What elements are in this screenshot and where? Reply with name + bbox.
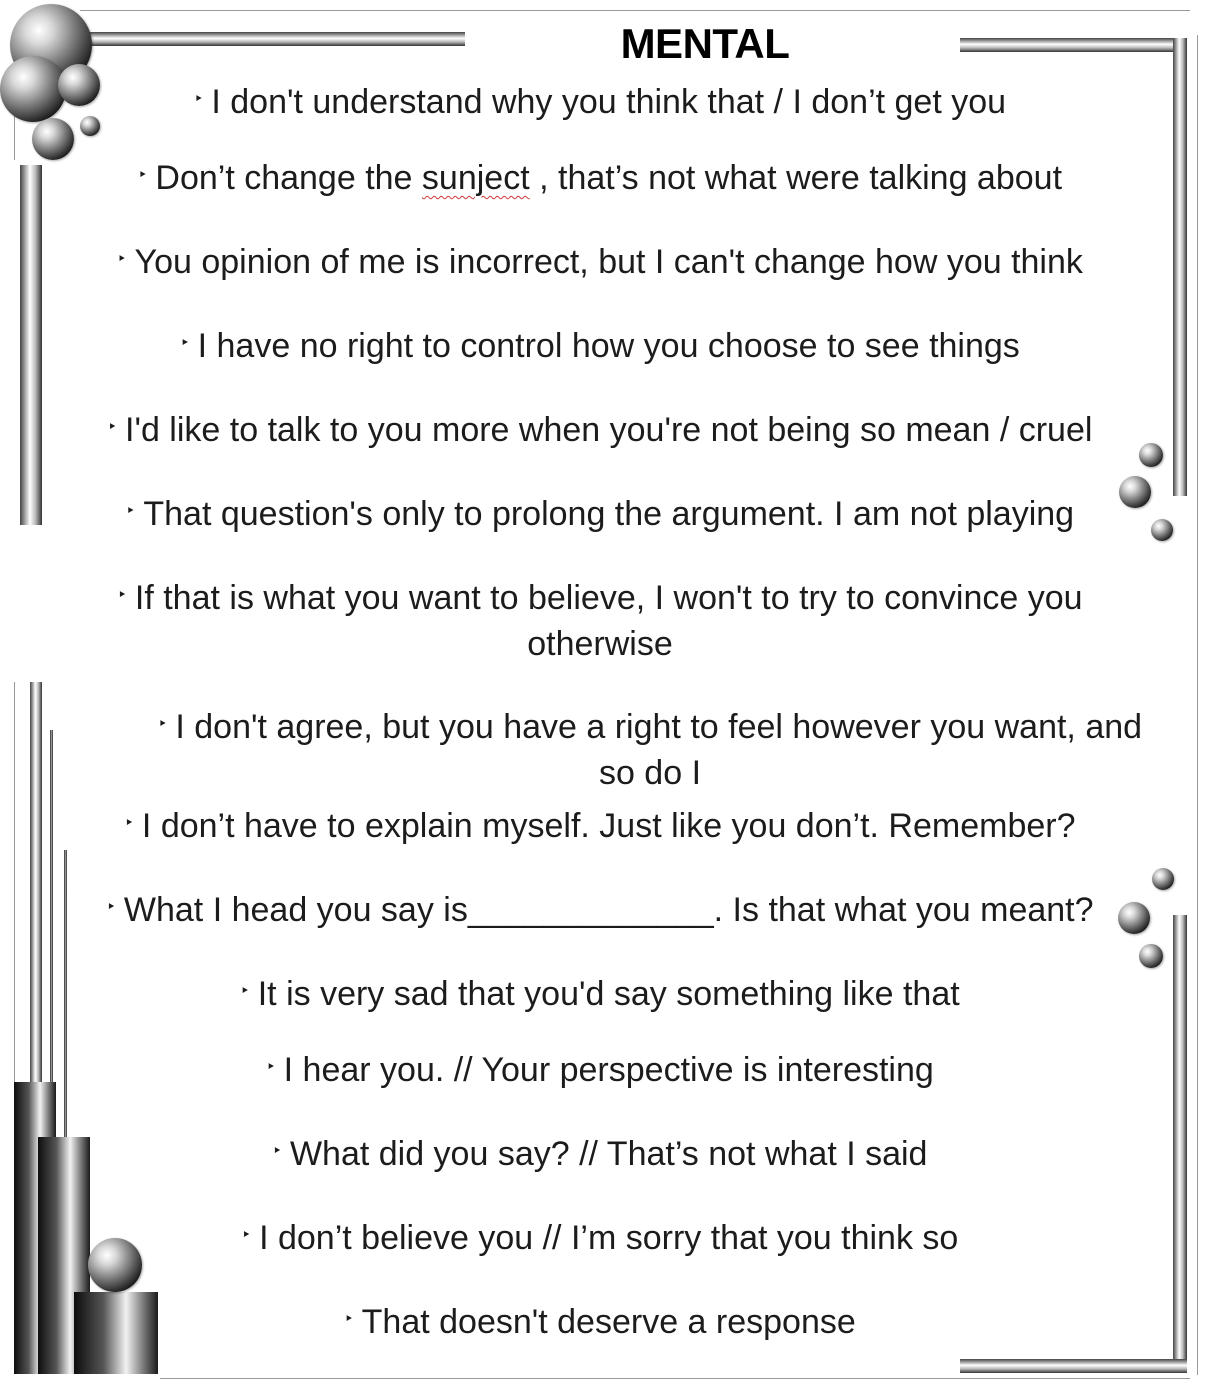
statement-text: I don't understand why you think that / I don’t get you bbox=[211, 83, 1007, 121]
bottom-right-bar bbox=[960, 1359, 1187, 1373]
bullet-icon: ‣ bbox=[193, 91, 204, 109]
bullet-icon: ‣ bbox=[117, 587, 127, 605]
chrome-ball-icon bbox=[1151, 519, 1173, 541]
bullet-icon: ‣ bbox=[125, 503, 136, 521]
right-rule bbox=[1197, 35, 1198, 1375]
left-lower-bar-1 bbox=[30, 682, 42, 1102]
misspelled-word: sunject bbox=[421, 159, 530, 197]
statement-9 bbox=[60, 804, 1140, 850]
page-title: MENTAL bbox=[620, 20, 790, 67]
statement-2 bbox=[60, 156, 1140, 202]
statement-text: I don’t have to explain myself. Just like you don’t. Remember? bbox=[141, 807, 1076, 845]
bullet-icon: ‣ bbox=[137, 167, 148, 185]
statement-text: That question's only to prolong the argument. I am not playing bbox=[143, 495, 1075, 533]
statement-8 bbox=[150, 705, 1150, 795]
statement-12 bbox=[60, 1048, 1140, 1094]
bullet-icon: ‣ bbox=[117, 251, 127, 269]
chrome-ball-icon bbox=[0, 56, 66, 122]
statement-text: It is very sad that you'd say something like that bbox=[257, 975, 960, 1013]
statement-14 bbox=[60, 1216, 1140, 1262]
statement-text: I'd like to talk to you more when you're not being so mean / cruel bbox=[125, 411, 1093, 449]
statement-text: What did you say? // That’s not what I said bbox=[289, 1135, 928, 1173]
statement-text: That doesn't deserve a response bbox=[361, 1303, 856, 1341]
left-lower-line-1 bbox=[50, 730, 53, 1110]
bullet-icon: ‣ bbox=[106, 899, 116, 917]
statement-text: If that is what you want to believe, I won't to try to convince you otherwise bbox=[134, 579, 1083, 664]
statement-text-tail: , that’s not what were talking about bbox=[529, 159, 1063, 197]
chrome-ball-icon bbox=[1152, 868, 1174, 890]
bullet-icon: ‣ bbox=[124, 815, 134, 833]
top-left-bar bbox=[70, 32, 465, 46]
statement-7 bbox=[80, 576, 1120, 666]
bullet-icon: ‣ bbox=[272, 1143, 282, 1161]
statement-text: I hear you. // Your perspective is interesting bbox=[283, 1051, 934, 1089]
left-upper-bar bbox=[20, 165, 42, 525]
statement-15 bbox=[60, 1300, 1140, 1346]
statement-text: I have no right to control how you choose to see things bbox=[197, 327, 1020, 365]
chrome-ball-icon bbox=[1139, 944, 1163, 968]
top-right-bar bbox=[960, 38, 1185, 52]
statement-10 bbox=[60, 888, 1140, 934]
statement-text: I don't agree, but you have a right to feel however you want, and so do I bbox=[175, 708, 1143, 793]
statement-4 bbox=[60, 324, 1140, 370]
statement-text: What I head you say is_____________. Is that what you meant? bbox=[123, 891, 1094, 929]
statement-text: You opinion of me is incorrect, but I can't change how you think bbox=[134, 243, 1083, 281]
bullet-icon: ‣ bbox=[157, 716, 168, 734]
statement-6 bbox=[60, 492, 1140, 538]
right-lower-bar bbox=[1173, 915, 1187, 1373]
bullet-icon: ‣ bbox=[344, 1311, 354, 1329]
left-lower-rule bbox=[14, 682, 15, 1082]
top-rule bbox=[80, 10, 1190, 11]
bullet-icon: ‣ bbox=[180, 335, 190, 353]
bottom-rule bbox=[160, 1378, 1190, 1379]
chrome-ball-icon bbox=[1139, 443, 1163, 467]
bullet-icon: ‣ bbox=[240, 983, 250, 1001]
right-upper-bar bbox=[1173, 38, 1187, 496]
bullet-icon: ‣ bbox=[107, 419, 118, 437]
statement-13 bbox=[60, 1132, 1140, 1178]
bullet-icon: ‣ bbox=[241, 1227, 252, 1245]
statement-5 bbox=[60, 408, 1140, 454]
bullet-icon: ‣ bbox=[266, 1059, 276, 1077]
statement-text: Don’t change the bbox=[155, 159, 422, 197]
statement-11 bbox=[60, 972, 1140, 1018]
statement-1 bbox=[60, 80, 1140, 126]
statement-3 bbox=[60, 240, 1140, 286]
statement-text: I don’t believe you // I’m sorry that you think so bbox=[259, 1219, 959, 1257]
